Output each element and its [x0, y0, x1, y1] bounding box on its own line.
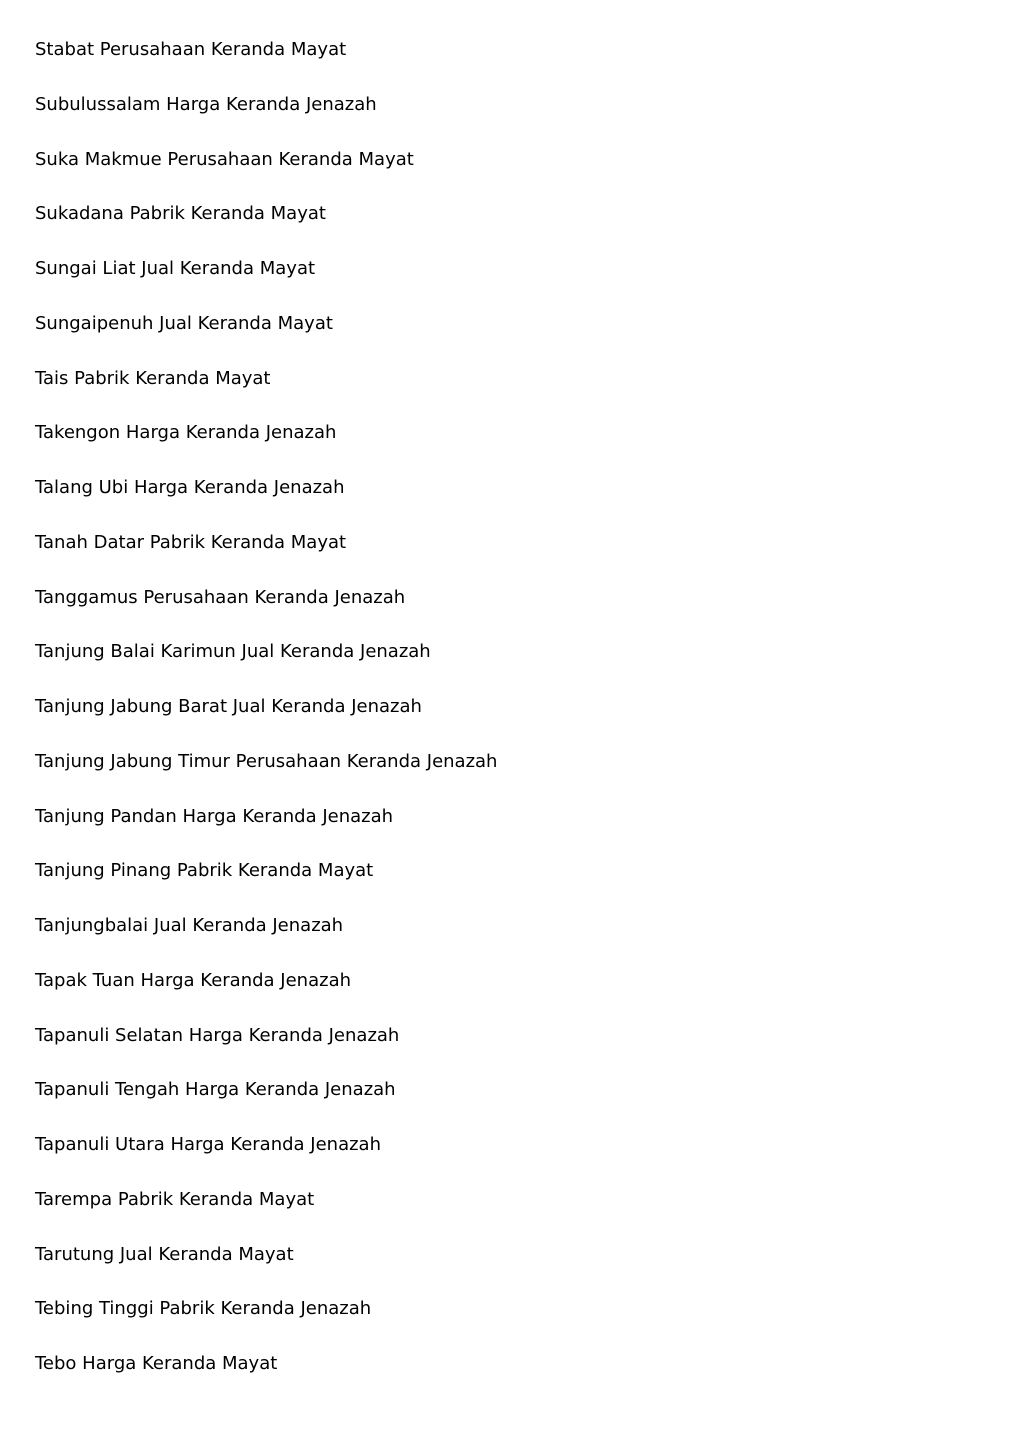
- list-item: Tapak Tuan Harga Keranda Jenazah: [35, 969, 352, 991]
- list-item: Suka Makmue Perusahaan Keranda Mayat: [35, 148, 414, 170]
- list-item: Tapanuli Selatan Harga Keranda Jenazah: [35, 1024, 400, 1046]
- list-item: Tanjung Pinang Pabrik Keranda Mayat: [35, 860, 374, 882]
- list-item: Tanggamus Perusahaan Keranda Jenazah: [35, 586, 406, 608]
- text-list: [35, 36, 497, 1405]
- list-item: Tarutung Jual Keranda Mayat: [35, 1243, 294, 1265]
- list-item: Tanjung Pandan Harga Keranda Jenazah: [35, 805, 394, 827]
- list-item: Tapanuli Utara Harga Keranda Jenazah: [35, 1134, 381, 1155]
- list-item: Tebo Harga Keranda Mayat: [35, 1353, 278, 1374]
- list-item: Subulussalam Harga Keranda Jenazah: [35, 93, 377, 115]
- list-item: Tanjung Jabung Timur Perusahaan Keranda Jenazah: [35, 750, 498, 772]
- list-item: Tapanuli Tengah Harga Keranda Jenazah: [35, 1079, 396, 1101]
- list-item: Sukadana Pabrik Keranda Mayat: [35, 203, 326, 225]
- list-item: Tais Pabrik Keranda Mayat: [35, 367, 271, 389]
- list-item: Takengon Harga Keranda Jenazah: [35, 422, 337, 444]
- list-item: Tanjungbalai Jual Keranda Jenazah: [35, 915, 344, 936]
- list-item: Tanjung Jabung Barat Jual Keranda Jenazah: [35, 696, 422, 717]
- list-item: Stabat Perusahaan Keranda Mayat: [35, 39, 347, 60]
- list-item: Sungaipenuh Jual Keranda Mayat: [35, 312, 333, 334]
- list-item: Tarempa Pabrik Keranda Mayat: [35, 1188, 315, 1210]
- list-item: Sungai Liat Jual Keranda Mayat: [35, 258, 316, 279]
- list-item: Tebing Tinggi Pabrik Keranda Jenazah: [35, 1298, 372, 1320]
- list-item: Tanah Datar Pabrik Keranda Mayat: [35, 531, 347, 553]
- list-item: Tanjung Balai Karimun Jual Keranda Jenazah: [35, 641, 431, 663]
- list-item: Talang Ubi Harga Keranda Jenazah: [35, 477, 345, 498]
